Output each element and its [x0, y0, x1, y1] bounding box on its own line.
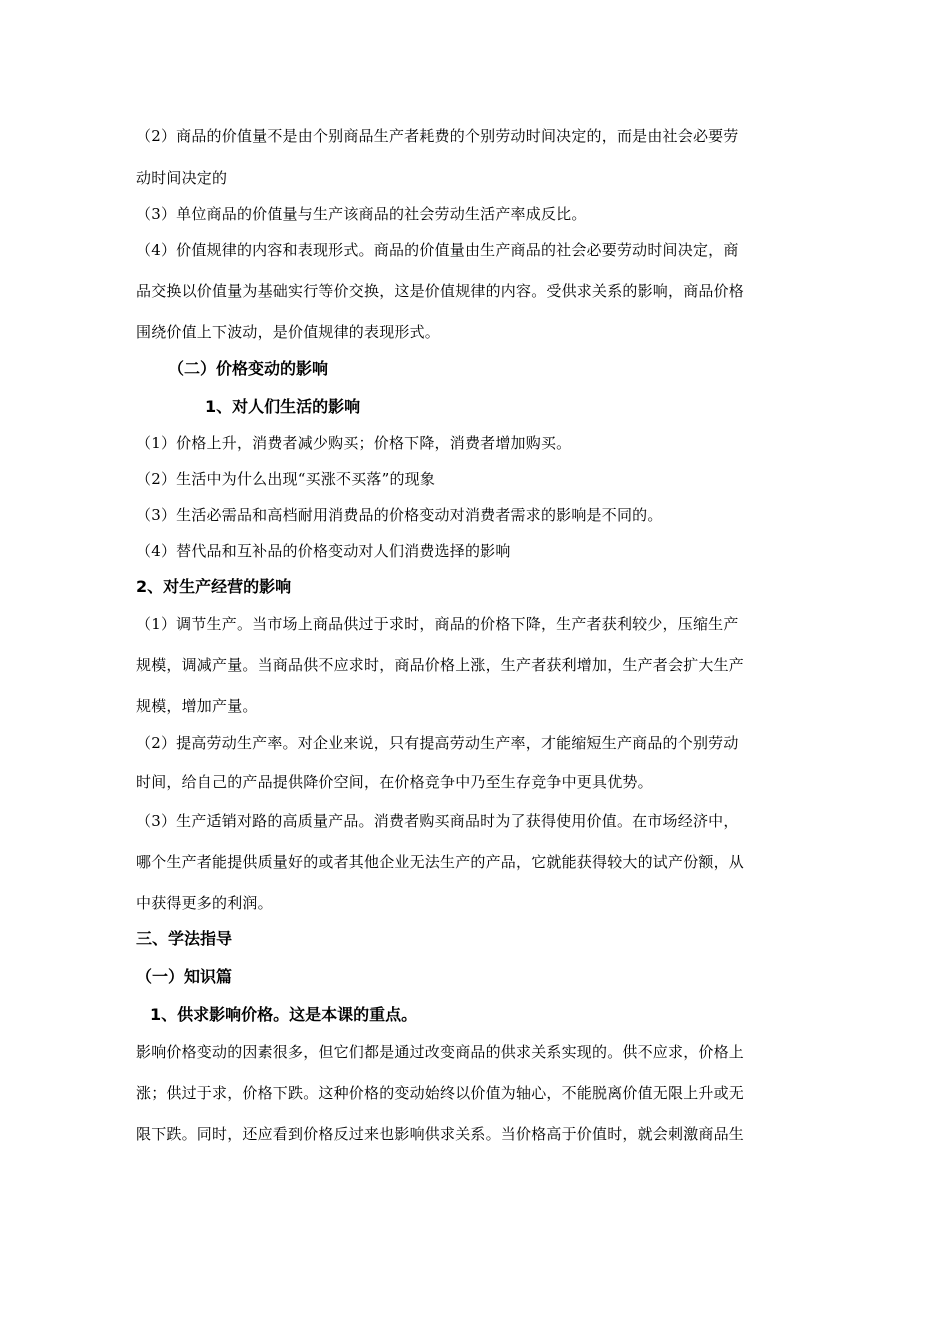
life-item-3: （3）生活必需品和高档耐用消费品的价格变动对消费者需求的影响是不同的。 [136, 506, 663, 524]
knowledge-heading: （一）知识篇 [136, 967, 233, 986]
price-change-heading: （二）价格变动的影响 [168, 359, 329, 378]
production-point-1-line-1: （1）调节生产。当市场上商品供过于求时，商品的价格下降，生产者获利较少，压缩生产 [136, 615, 739, 633]
value-law-point-3: （3）单位商品的价值量与生产该商品的社会劳动生活产率成反比。 [136, 205, 587, 223]
key-point-1-heading: 1、供求影响价格。这是本课的重点。 [150, 1005, 418, 1024]
production-point-3-line-1: （3）生产适销对路的高质量产品。消费者购买商品时为了获得使用价值。在市场经济中， [136, 812, 739, 830]
production-point-1-line-3: 规模，增加产量。 [136, 697, 258, 715]
life-impact-heading: 1、对人们生活的影响 [205, 397, 361, 416]
life-item-4: （4）替代品和互补品的价格变动对人们消费选择的影响 [136, 542, 511, 560]
value-law-point-2-line-2: 动时间决定的 [136, 169, 228, 187]
production-point-1-line-2: 规模，调减产量。当商品供不应求时，商品价格上涨，生产者获利增加，生产者会扩大生产 [136, 656, 745, 674]
production-impact-heading: 2、对生产经营的影响 [136, 577, 292, 596]
supply-demand-para-line-2: 涨；供过于求，价格下跌。这种价格的变动始终以价值为轴心，不能脱离价值无限上升或无 [136, 1084, 745, 1102]
supply-demand-para-line-3: 限下跌。同时，还应看到价格反过来也影响供求关系。当价格高于价值时，就会刺激商品生 [136, 1125, 745, 1143]
value-law-point-4-line-3: 围绕价值上下波动，是价值规律的表现形式。 [136, 323, 441, 341]
supply-demand-para-line-1: 影响价格变动的因素很多，但它们都是通过改变商品的供求关系实现的。供不应求，价格上 [136, 1043, 745, 1061]
production-point-2-line-1: （2）提高劳动生产率。对企业来说，只有提高劳动生产率，才能缩短生产商品的个别劳动 [136, 734, 739, 752]
production-point-3-line-2: 哪个生产者能提供质量好的或者其他企业无法生产的产品，它就能获得较大的试产份额，从 [136, 853, 745, 871]
production-point-2-line-2: 时间，给自己的产品提供降价空间，在价格竞争中乃至生存竞争中更具优势。 [136, 773, 653, 791]
value-law-point-4-line-2: 品交换以价值量为基础实行等价交换，这是价值规律的内容。受供求关系的影响，商品价格 [136, 282, 745, 300]
life-item-1: （1）价格上升，消费者减少购买；价格下降，消费者增加购买。 [136, 434, 572, 452]
value-law-point-2-line-1: （2）商品的价值量不是由个别商品生产者耗费的个别劳动时间决定的，而是由社会必要劳 [136, 127, 739, 145]
life-item-2: （2）生活中为什么出现“买涨不买落”的现象 [136, 470, 436, 488]
study-guide-heading: 三、学法指导 [136, 929, 233, 948]
value-law-point-4-line-1: （4）价值规律的内容和表现形式。商品的价值量由生产商品的社会必要劳动时间决定，商 [136, 241, 739, 259]
production-point-3-line-3: 中获得更多的利润。 [136, 894, 273, 912]
